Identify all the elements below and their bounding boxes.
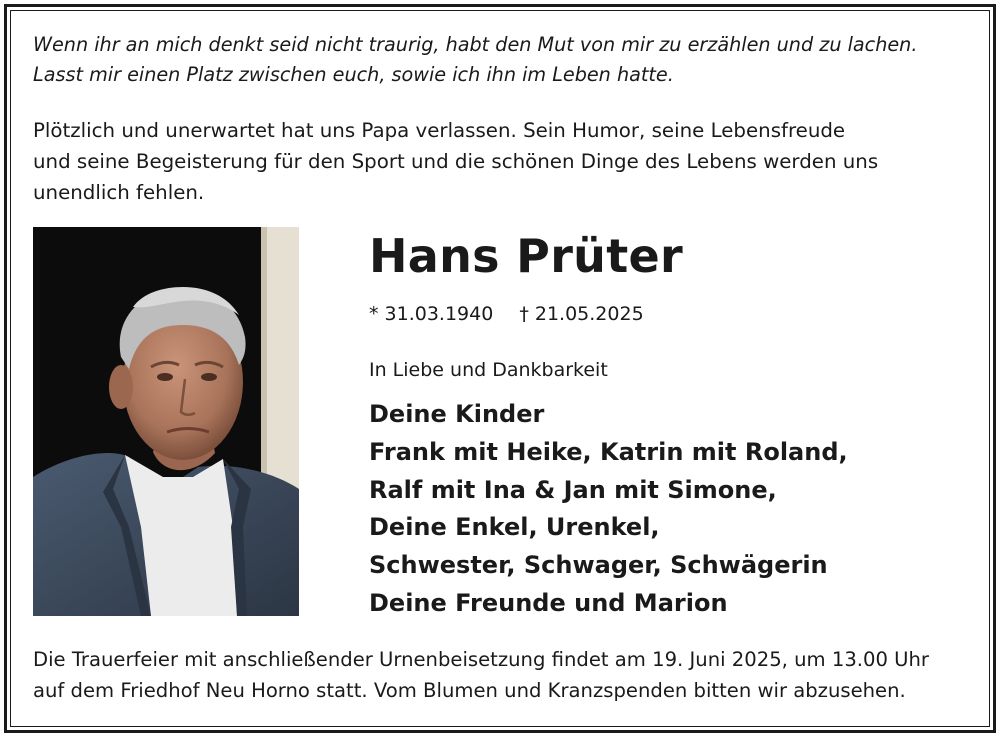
mourners-list [369, 396, 848, 623]
deceased-name: Hans Prüter [369, 229, 684, 283]
death-date: † 21.05.2025 [519, 303, 644, 325]
mourner-line: Deine Enkel, Urenkel, [369, 513, 660, 542]
mourner-line: Frank mit Heike, Katrin mit Roland, [369, 437, 848, 466]
motto-line: Wenn ihr an mich denkt seid nicht traurig, habt den Mut von mir zu erzählen und zu lachen. [33, 33, 918, 56]
motto-quote [33, 30, 973, 90]
birth-date: * 31.03.1940 [369, 303, 494, 325]
motto-line: Lasst mir einen Platz zwischen euch, sowie ich ihn im Leben hatte. [33, 63, 674, 86]
portrait-illustration [33, 227, 299, 616]
life-dates [369, 300, 644, 328]
funeral-information [33, 644, 973, 706]
intro-line: und seine Begeisterung für den Sport und die schönen Dinge des Lebens werden uns [33, 150, 879, 173]
intro-line: unendlich fehlen. [33, 181, 205, 204]
mourner-line: Ralf mit Ina & Jan mit Simone, [369, 475, 777, 504]
closing-line: Die Trauerfeier mit anschließender Urnenbeisetzung findet am 19. Juni 2025, um 13.00 Uhr [33, 648, 929, 671]
mourner-line: Deine Kinder [369, 400, 545, 428]
closing-line: auf dem Friedhof Neu Horno statt. Vom Blumen und Kranzspenden bitten wir abzusehen. [33, 679, 906, 702]
intro-text [33, 115, 973, 208]
dedication-line: In Liebe und Dankbarkeit [369, 359, 608, 381]
intro-line: Plötzlich und unerwartet hat uns Papa verlassen. Sein Humor, seine Lebensfreude [33, 119, 846, 142]
portrait-photo [33, 227, 299, 616]
mourner-line: Deine Freunde und Marion [369, 588, 728, 617]
mourner-line: Schwester, Schwager, Schwägerin [369, 551, 828, 580]
